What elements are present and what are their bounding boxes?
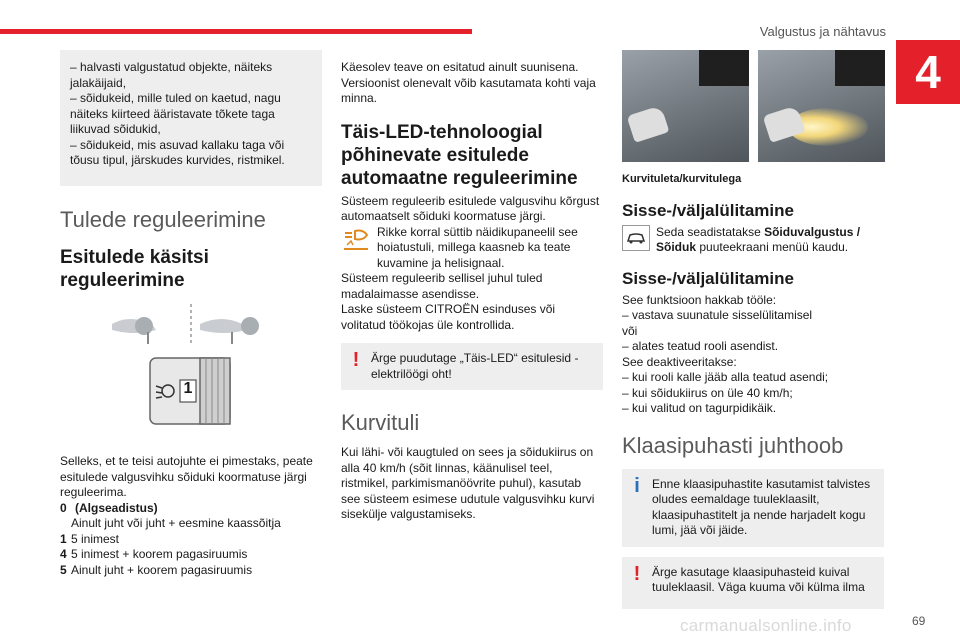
info-box-winter <box>622 469 884 547</box>
hazard-list-box <box>60 50 322 186</box>
setting-text: 5 inimest <box>71 531 120 546</box>
setting-text: Ainult juht + koorem pagasiruumis <box>71 562 253 577</box>
full-led-p2: Rikke korral süttib näidikupaneelil see hoiatustuli, millega kaasneb ka teate kuvamine ja helisignaal. <box>377 224 578 270</box>
list-item <box>60 563 322 579</box>
setting-number: 0 <box>60 500 67 515</box>
warning-exclamation-icon: ! <box>633 562 641 585</box>
headlamp-beam-icon <box>60 300 322 440</box>
column-1 <box>60 50 322 578</box>
activation-line: See deaktiveeritakse: <box>622 354 737 369</box>
warning-box-electric <box>341 343 603 390</box>
list-item <box>60 516 322 532</box>
list-item <box>60 501 322 517</box>
section-title-on-off-2: Sisse-/väljalülitamine <box>622 268 794 288</box>
list-item <box>60 547 322 563</box>
full-led-p4: Laske süsteem CITROËN esinduses või volitatud töökojas üle kontrollida. <box>341 302 556 332</box>
instruction-part: Seda seadistatakse <box>656 224 765 239</box>
adjust-intro: Selleks, et te teisi autojuhte ei pimestaks, peate esitulede valgusvihku sõiduki koormatuse järgi reguleerima. <box>60 454 313 499</box>
setting-text: Ainult juht või juht + eesmine kaassõitja <box>71 516 281 530</box>
chapter-title: Valgustus ja nähtavus <box>759 24 886 39</box>
section-title-headlamp-adjust: Tulede reguleerimine <box>60 207 266 232</box>
setting-number: 4 <box>60 547 67 561</box>
car-front-thumbnail-icon <box>699 50 749 86</box>
activation-line: – kui rooli kalle jääb alla teatud asendi; <box>622 370 829 384</box>
warning-exclamation-icon: ! <box>352 349 360 371</box>
hazard-line: – sõidukeid, mis asuvad kallaku taga või tõusu tipul, järskudes kurvides, ristmikel. <box>70 137 285 167</box>
section-title-on-off: Sisse-/väljalülitamine <box>622 200 794 220</box>
activation-line: – kui sõidukiirus on üle 40 km/h; <box>622 385 793 400</box>
watermark: carmanualsonline.info <box>680 616 852 635</box>
column-3 <box>622 172 884 609</box>
subsection-title-manual: Esitulede käsitsi reguleerimine <box>60 247 209 291</box>
section-title-full-led: Täis-LED-tehnoloogial põhinevate esitulede automaatne reguleerimine <box>341 121 578 189</box>
setting-text: 5 inimest + koorem pagasiruumis <box>71 547 248 561</box>
headlamp-fault-warning-icon <box>341 225 371 253</box>
headlamp-illustration <box>60 300 322 440</box>
car-front-thumbnail-icon <box>835 50 885 86</box>
activation-line: – vastava suunatule sisselülitamisel <box>622 308 813 322</box>
instruction-part: puuteekraani menüü kaudu. <box>696 240 849 254</box>
headlamp-beam-icon-left <box>112 317 156 344</box>
setting-number: 1 <box>60 531 67 546</box>
touchscreen-row <box>622 225 884 256</box>
cornering-light-on-photo <box>758 50 885 162</box>
column-2 <box>341 60 603 523</box>
warning-lamp-row <box>341 225 603 272</box>
chapter-accent-bar <box>0 29 472 34</box>
activation-line: See funktsioon hakkab tööle: <box>622 292 777 307</box>
section-title-cornering-light: Kurvituli <box>341 410 420 435</box>
activation-line: – alates teatud rooli asendist. <box>622 339 779 353</box>
menu-path: Sõiduvalgustus / Sõiduk <box>656 224 861 254</box>
full-led-p1: Süsteem reguleerib esitulede valgusvihu kõrgust automaatselt sõiduki koormatuse järgi. <box>341 193 600 223</box>
page-number: 69 <box>912 614 926 628</box>
warning-text: Ärge kasutage klaasipuhasteid kuival tuuleklaasil. Väga kuuma või külma ilma <box>652 564 865 594</box>
hazard-line: – halvasti valgustatud objekte, näiteks jalakäijaid, <box>70 60 273 90</box>
warning-box-dry-wipe <box>622 557 884 609</box>
list-item <box>60 532 322 548</box>
chapter-number-badge: 4 <box>896 40 960 104</box>
dial-digit: 1 <box>183 380 193 397</box>
activation-line: või <box>622 323 638 338</box>
info-icon: i <box>634 474 640 497</box>
section-title-wiper-stalk: Klaasipuhasti juhthoob <box>622 432 844 458</box>
settings-list <box>60 501 322 579</box>
setting-number: 5 <box>60 562 67 577</box>
hazard-line: – sõidukeid, mille tuled on kaetud, nagu näiteks kiirteed ääristavate tõkete taga liikuvad sõidukid, <box>70 91 281 136</box>
full-led-p3: Süsteem reguleerib sellisel juhul tuled madalaimasse asendisse. <box>341 271 543 301</box>
cornering-light-off-photo <box>622 50 749 162</box>
setting-label: (Algseadistus) <box>75 500 158 515</box>
cornering-light-text: Kui lähi- või kaugtuled on sees ja sõidukiirus on alla 40 km/h (sõit linnas, käänulisel teel, ristmikel, parkimismanöövrite puhul), kasutab see süsteem esimese udutule valgusvihku kurvi sisekülje valgustamiseks. <box>341 445 595 521</box>
touchscreen-instruction <box>656 225 884 256</box>
headlamp-beam-icon-right <box>200 317 259 344</box>
warning-text: Ärge puudutage „Täis-LED“ esitulesid - elektrilöögi oht! <box>371 351 579 381</box>
photo-caption: Kurvituleta/kurvitulega <box>622 173 742 185</box>
activation-line: – kui valitud on tagurpidikäik. <box>622 401 777 415</box>
info-text: Enne klaasipuhastite kasutamist talvistes oludes eemaldage tuuleklaasilt, klaasipuhastitelt ja nende harjadelt kogu lumi, jää või jäide. <box>652 476 871 537</box>
car-settings-icon <box>622 225 650 251</box>
guidance-note: Käesolev teave on esitatud ainult suunisena. Versioonist olenevalt võib kasutamata kohti vaja minna. <box>341 60 596 105</box>
car-icon <box>627 105 670 143</box>
